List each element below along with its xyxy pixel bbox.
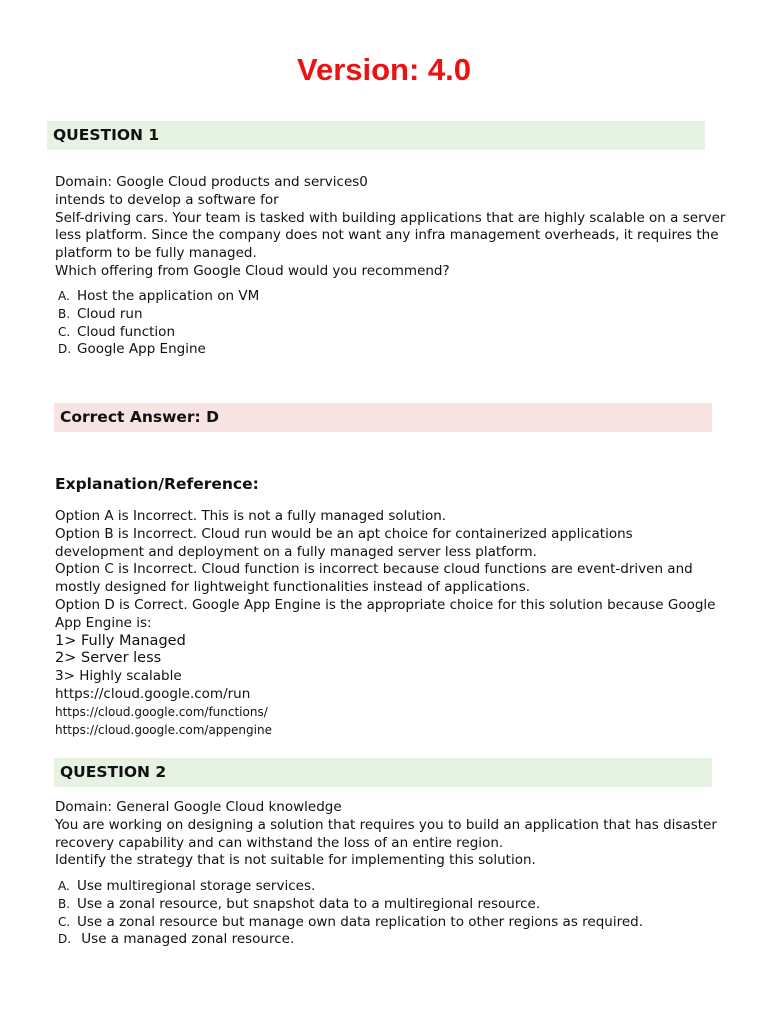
- option-letter: A.: [58, 289, 70, 303]
- explanation-line: 2> Server less: [55, 650, 162, 667]
- option-text: Host the application on VM: [77, 288, 260, 304]
- option-text: Use a managed zonal resource.: [77, 931, 295, 948]
- option-item: [58, 878, 718, 896]
- question-1-line: less platform. Since the company does not want any infra management overheads, it requires the: [55, 227, 719, 244]
- question-1-line: Which offering from Google Cloud would you recommend?: [55, 262, 450, 279]
- question-2-options: [58, 878, 718, 949]
- option-text: Cloud function: [77, 323, 176, 340]
- option-letter: C.: [58, 324, 71, 339]
- option-item: [58, 341, 718, 359]
- option-item: [58, 931, 718, 949]
- reference-link[interactable]: https://cloud.google.com/appengine: [55, 722, 272, 737]
- option-text: Use a zonal resource but manage own data replication to other regions as required.: [77, 913, 643, 930]
- option-letter: A.: [58, 879, 70, 893]
- question-2-header: QUESTION 2: [54, 758, 712, 787]
- option-item: [58, 896, 718, 914]
- explanation-line: development and deployment on a fully managed server less platform.: [55, 543, 537, 560]
- explanation-line: Option C is Incorrect. Cloud function is incorrect because cloud functions are event-driven and: [55, 561, 693, 578]
- explanation-line: Option A is Incorrect. This is not a fully managed solution.: [55, 508, 447, 524]
- explanation-line: mostly designed for lightweight functionalities instead of applications.: [55, 579, 531, 596]
- option-item: [58, 306, 718, 324]
- explanation-heading: Explanation/Reference:: [55, 475, 259, 493]
- explanation-line: 1> Fully Managed: [55, 632, 186, 649]
- reference-link[interactable]: https://cloud.google.com/functions/: [55, 704, 268, 719]
- explanation-body: [55, 508, 725, 739]
- correct-answer-banner: Correct Answer: D: [54, 403, 712, 432]
- question-1-line: intends to develop a software for: [55, 191, 279, 208]
- question-2-line: Domain: General Google Cloud knowledge: [55, 799, 342, 815]
- option-letter: C.: [58, 914, 71, 929]
- option-letter: D.: [58, 342, 72, 357]
- option-text: Cloud run: [77, 305, 143, 322]
- question-2-line: You are working on designing a solution that requires you to build an application that has disaster: [55, 816, 717, 833]
- option-text: Use a zonal resource, but snapshot data to a multiregional resource.: [77, 895, 541, 912]
- question-1-options: [58, 288, 718, 359]
- question-2-line: recovery capability and can withstand the loss of an entire region.: [55, 834, 504, 851]
- option-letter: B.: [58, 306, 71, 321]
- option-text: Use multiregional storage services.: [77, 878, 316, 894]
- explanation-line: Option D is Correct. Google App Engine is the appropriate choice for this solution because Google: [55, 596, 716, 613]
- question-1-body: [55, 174, 725, 281]
- explanation-line: App Engine is:: [55, 614, 152, 631]
- option-item: [58, 324, 718, 342]
- reference-link[interactable]: https://cloud.google.com/run: [55, 685, 251, 702]
- question-1-line: platform to be fully managed.: [55, 245, 257, 262]
- option-item: [58, 288, 718, 306]
- explanation-line: Option B is Incorrect. Cloud run would be an apt choice for containerized applications: [55, 525, 633, 542]
- version-title: Version: 4.0: [296, 52, 472, 87]
- explanation-line: 3> Highly scalable: [55, 668, 182, 685]
- question-1-line: Domain: Google Cloud products and services0: [55, 174, 368, 190]
- question-2-body: [55, 799, 725, 870]
- option-letter: D.: [58, 932, 72, 947]
- question-1-line: Self-driving cars. Your team is tasked with building applications that are highly scalable on a server: [55, 209, 726, 226]
- option-item: [58, 914, 718, 932]
- question-1-header: QUESTION 1: [47, 121, 705, 150]
- option-text: Google App Engine: [77, 341, 206, 358]
- option-letter: B.: [58, 896, 71, 911]
- question-2-line: Identify the strategy that is not suitable for implementing this solution.: [55, 852, 536, 869]
